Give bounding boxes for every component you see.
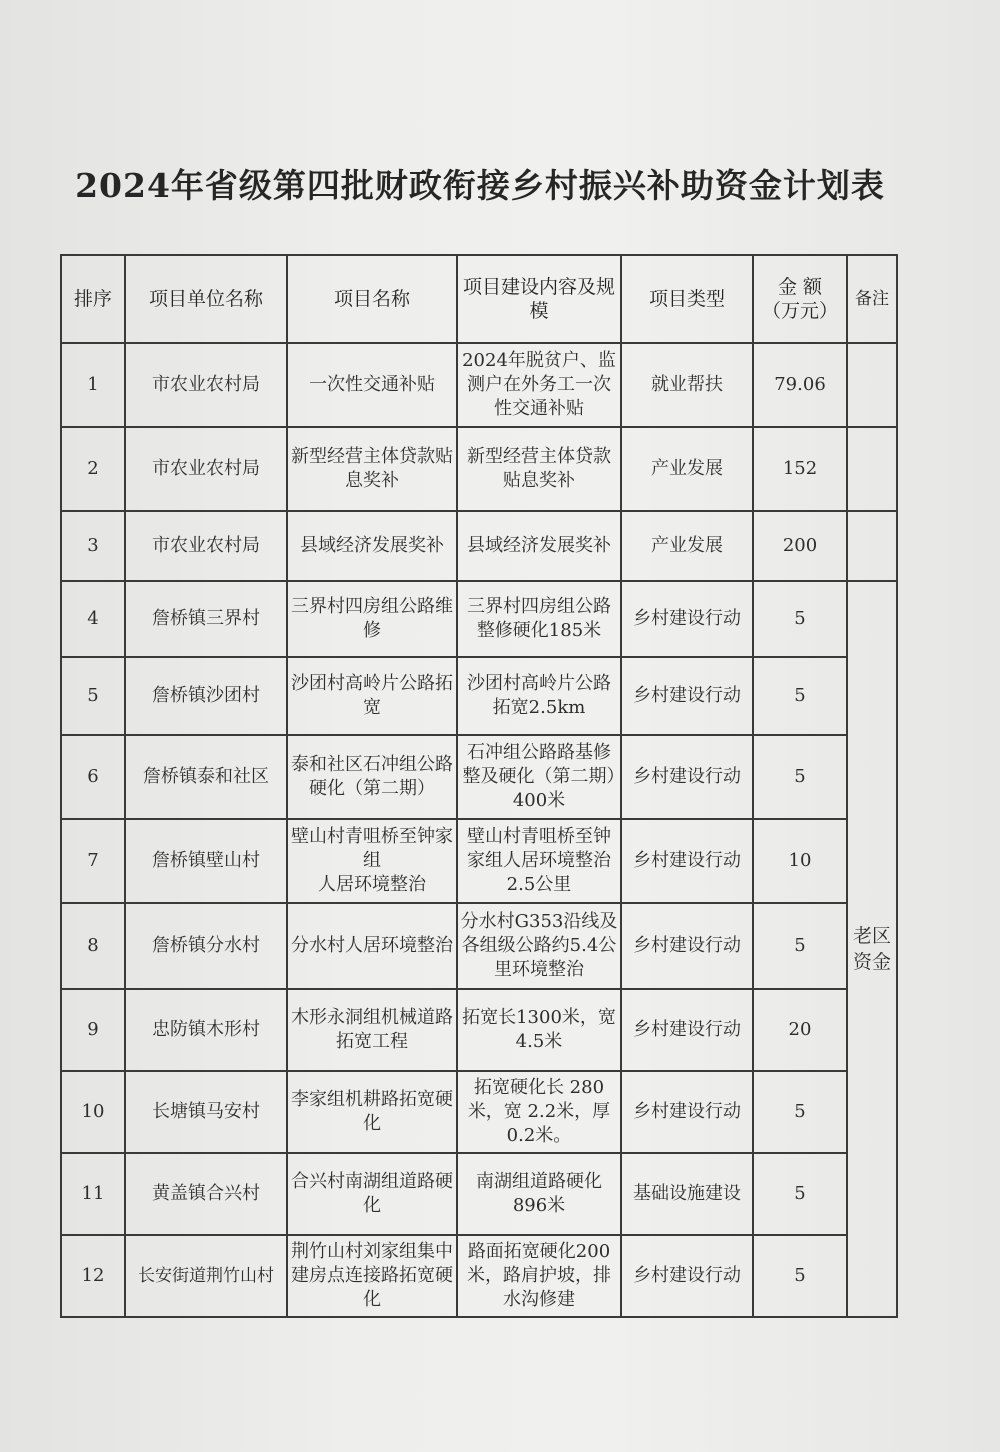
header-row: [61, 255, 897, 343]
cell-remark: [847, 427, 897, 511]
cell-name: 新型经营主体贷款贴息奖补: [287, 427, 457, 511]
cell-content: 壁山村青咀桥至钟家组人居环境整治2.5公里: [457, 819, 621, 903]
cell-content: 石冲组公路路基修整及硬化（第二期）400米: [457, 735, 621, 819]
cell-index: 6: [61, 735, 125, 819]
cell-remark-group: 老区 资金: [847, 581, 897, 1317]
cell-index: 3: [61, 511, 125, 581]
table-row: [61, 1153, 897, 1235]
cell-content: 拓宽长1300米，宽4.5米: [457, 989, 621, 1071]
cell-type: 产业发展: [621, 427, 753, 511]
cell-index: 9: [61, 989, 125, 1071]
cell-name: 县域经济发展奖补: [287, 511, 457, 581]
cell-index: 10: [61, 1071, 125, 1153]
cell-name: 李家组机耕路拓宽硬化: [287, 1071, 457, 1153]
cell-name: 木形永洞组机械道路拓宽工程: [287, 989, 457, 1071]
header-remark: 备注: [847, 255, 897, 343]
cell-unit: 市农业农村局: [125, 511, 287, 581]
cell-type: 乡村建设行动: [621, 989, 753, 1071]
cell-unit: 詹桥镇分水村: [125, 903, 287, 989]
cell-type: 乡村建设行动: [621, 1235, 753, 1317]
table-row: [61, 989, 897, 1071]
cell-amount: 79.06: [753, 343, 847, 427]
cell-unit: 詹桥镇沙团村: [125, 657, 287, 735]
cell-content: 2024年脱贫户、监测户在外务工一次性交通补贴: [457, 343, 621, 427]
cell-name: 合兴村南湖组道路硬化: [287, 1153, 457, 1235]
cell-unit: 詹桥镇泰和社区: [125, 735, 287, 819]
cell-unit: 黄盖镇合兴村: [125, 1153, 287, 1235]
cell-type: 乡村建设行动: [621, 735, 753, 819]
cell-unit: 市农业农村局: [125, 427, 287, 511]
cell-index: 2: [61, 427, 125, 511]
fund-plan-table: [60, 254, 898, 1318]
cell-type: 就业帮扶: [621, 343, 753, 427]
cell-type: 产业发展: [621, 511, 753, 581]
cell-unit: 詹桥镇壁山村: [125, 819, 287, 903]
cell-amount: 5: [753, 735, 847, 819]
header-content: 项目建设内容及规模: [457, 255, 621, 343]
cell-amount: 5: [753, 1235, 847, 1317]
table-row: [61, 657, 897, 735]
cell-name: 泰和社区石冲组公路硬化（第二期）: [287, 735, 457, 819]
cell-content: 拓宽硬化长 280米，宽 2.2米，厚0.2米。: [457, 1071, 621, 1153]
cell-unit: 长安街道荆竹山村: [125, 1235, 287, 1317]
cell-content: 路面拓宽硬化200米，路肩护坡，排水沟修建: [457, 1235, 621, 1317]
cell-content: 分水村G353沿线及各组级公路约5.4公里环境整治: [457, 903, 621, 989]
cell-index: 1: [61, 343, 125, 427]
cell-name: 壁山村青咀桥至钟家组 人居环境整治: [287, 819, 457, 903]
cell-type: 乡村建设行动: [621, 903, 753, 989]
cell-type: 基础设施建设: [621, 1153, 753, 1235]
cell-index: 7: [61, 819, 125, 903]
header-unit: 项目单位名称: [125, 255, 287, 343]
cell-index: 8: [61, 903, 125, 989]
cell-unit: 忠防镇木形村: [125, 989, 287, 1071]
cell-type: 乡村建设行动: [621, 1071, 753, 1153]
document-title: 2024年省级第四批财政衔接乡村振兴补助资金计划表: [75, 166, 885, 205]
cell-index: 11: [61, 1153, 125, 1235]
cell-index: 5: [61, 657, 125, 735]
header-index: 排序: [61, 255, 125, 343]
cell-type: 乡村建设行动: [621, 657, 753, 735]
cell-type: 乡村建设行动: [621, 581, 753, 657]
cell-amount: 10: [753, 819, 847, 903]
cell-amount: 200: [753, 511, 847, 581]
table-row: [61, 903, 897, 989]
cell-content: 县域经济发展奖补: [457, 511, 621, 581]
cell-remark: [847, 511, 897, 581]
cell-type: 乡村建设行动: [621, 819, 753, 903]
cell-name: 三界村四房组公路维修: [287, 581, 457, 657]
cell-index: 4: [61, 581, 125, 657]
cell-content: 沙团村高岭片公路拓宽2.5km: [457, 657, 621, 735]
cell-content: 三界村四房组公路整修硬化185米: [457, 581, 621, 657]
table-row: [61, 343, 897, 427]
cell-name: 荆竹山村刘家组集中建房点连接路拓宽硬化: [287, 1235, 457, 1317]
cell-amount: 5: [753, 1071, 847, 1153]
cell-remark: [847, 343, 897, 427]
cell-amount: 152: [753, 427, 847, 511]
cell-unit: 市农业农村局: [125, 343, 287, 427]
cell-amount: 20: [753, 989, 847, 1071]
cell-name: 分水村人居环境整治: [287, 903, 457, 989]
cell-unit: 长塘镇马安村: [125, 1071, 287, 1153]
header-name: 项目名称: [287, 255, 457, 343]
cell-name: 沙团村高岭片公路拓宽: [287, 657, 457, 735]
cell-content: 新型经营主体贷款贴息奖补: [457, 427, 621, 511]
table-row: [61, 427, 897, 511]
table-row: [61, 819, 897, 903]
table-row: [61, 735, 897, 819]
cell-content: 南湖组道路硬化896米: [457, 1153, 621, 1235]
table-row: [61, 1235, 897, 1317]
cell-amount: 5: [753, 1153, 847, 1235]
cell-amount: 5: [753, 581, 847, 657]
table-row: [61, 581, 897, 657]
header-type: 项目类型: [621, 255, 753, 343]
cell-amount: 5: [753, 657, 847, 735]
cell-amount: 5: [753, 903, 847, 989]
cell-index: 12: [61, 1235, 125, 1317]
cell-name: 一次性交通补贴: [287, 343, 457, 427]
cell-unit: 詹桥镇三界村: [125, 581, 287, 657]
table-row: [61, 511, 897, 581]
table-row: [61, 1071, 897, 1153]
header-amount: 金 额 （万元）: [753, 255, 847, 343]
